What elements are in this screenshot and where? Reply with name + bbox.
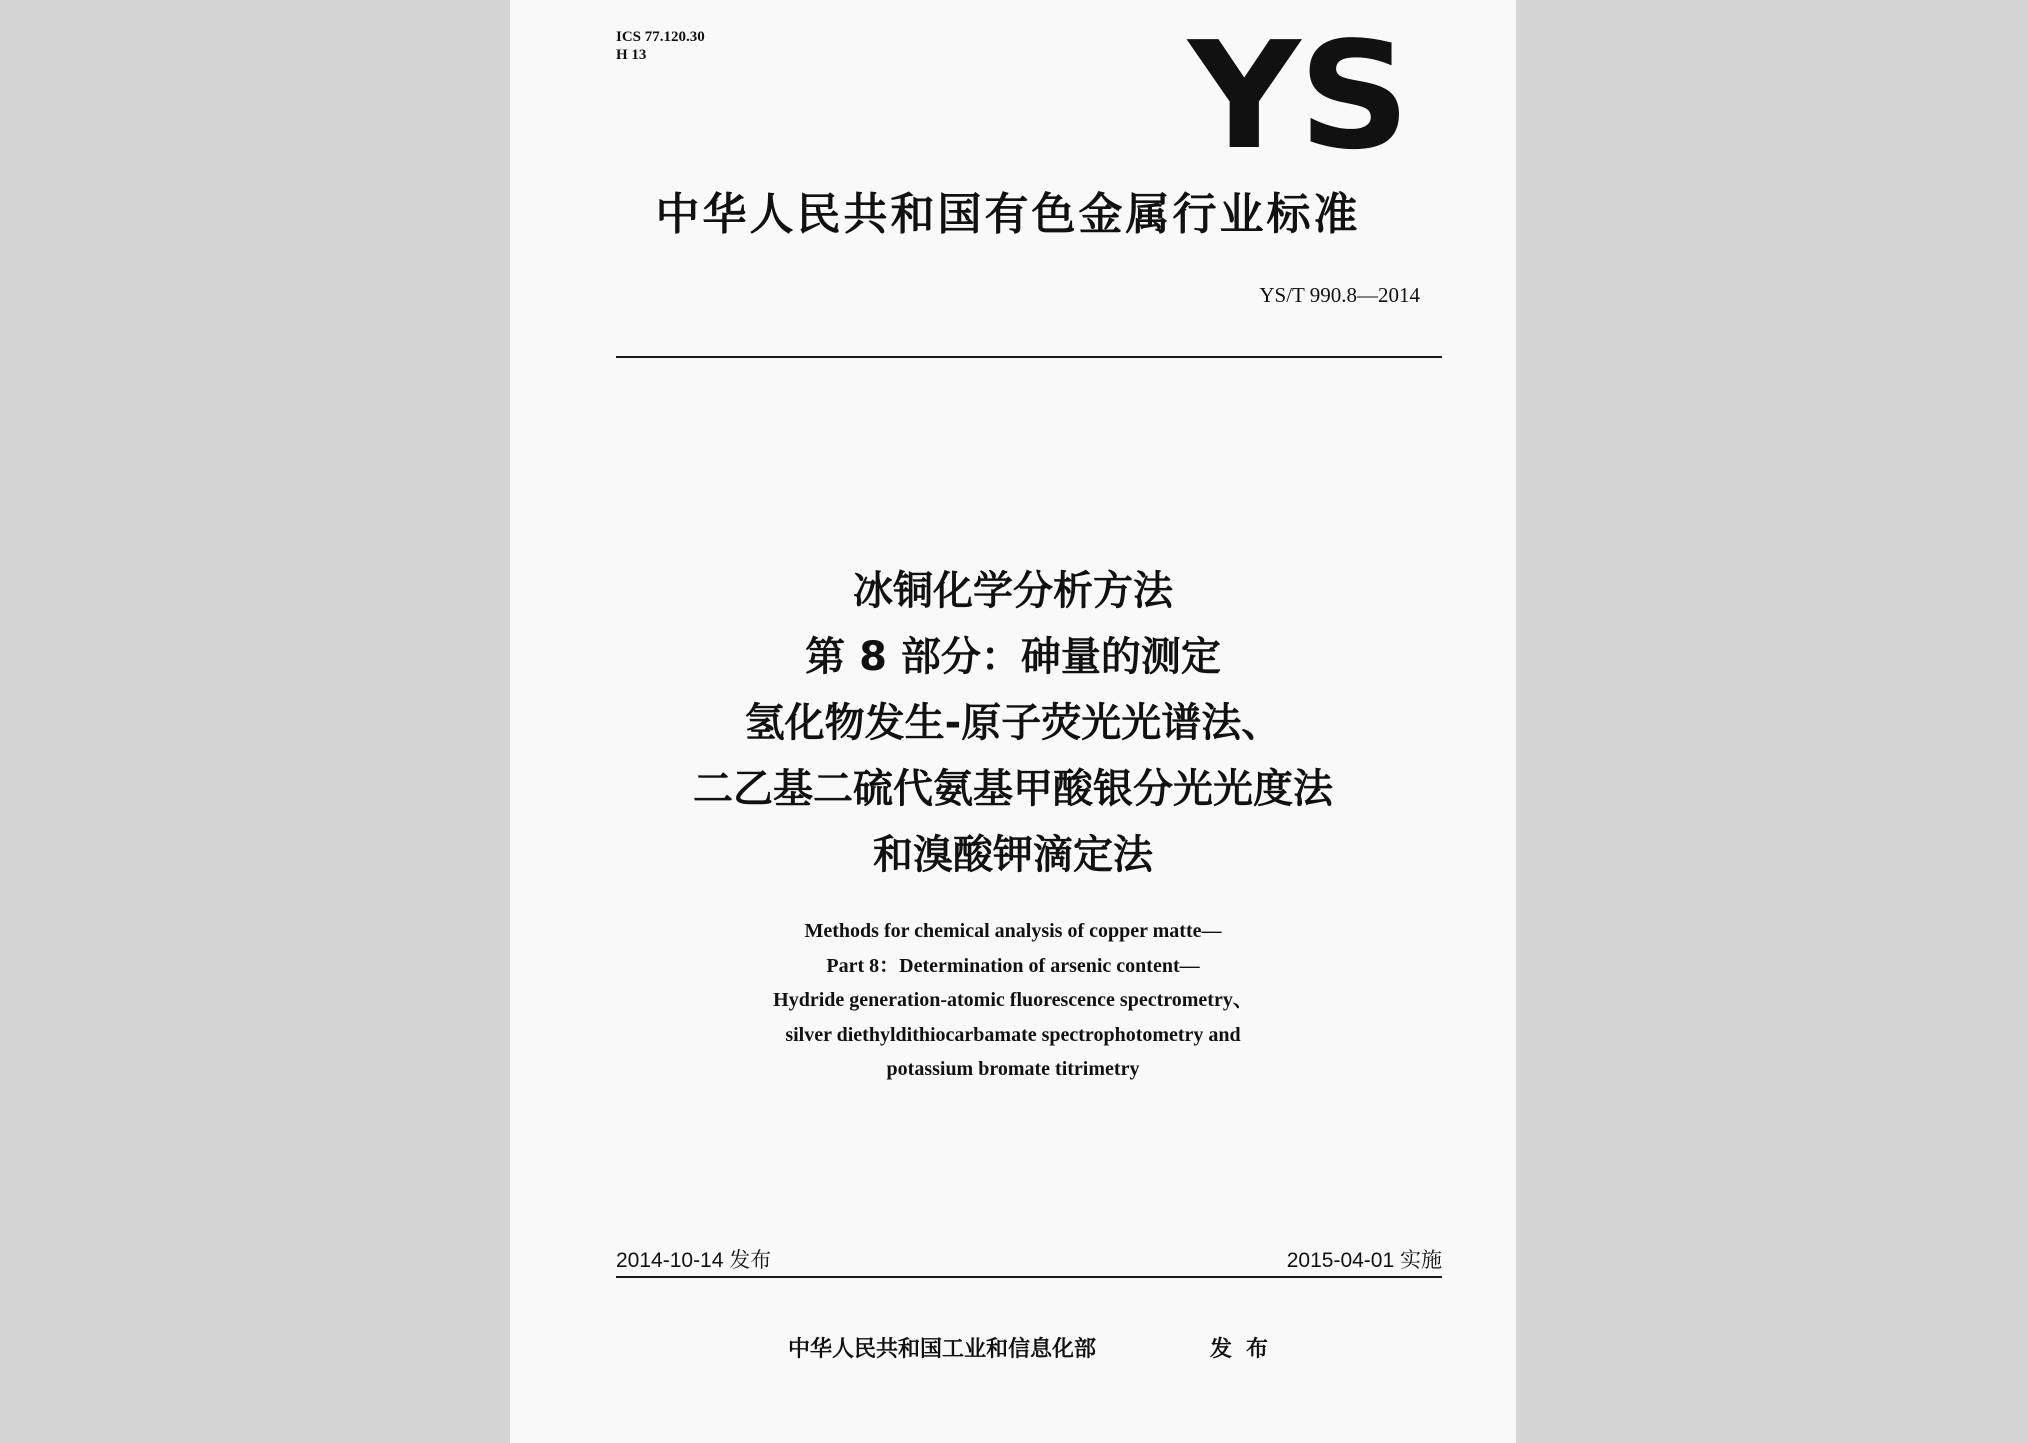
english-title-line: silver diethyldithiocarbamate spectrophotometry and [785,1023,1241,1046]
chinese-title-line: 第 8 部分：砷量的测定 [805,634,1221,680]
bottom-divider [616,1276,1442,1278]
publisher-name: 中华人民共和国工业和信息化部 [788,1337,1097,1362]
english-title-line: potassium bromate titrimetry [886,1058,1140,1080]
top-divider [616,356,1442,358]
english-title [510,914,1516,1087]
standard-category-title: 中华人民共和国有色金属行业标准 [655,189,1361,240]
english-title-line: Hydride generation-atomic fluorescence spectrometry、 [773,989,1253,1011]
publish-label: 发布 [1210,1337,1283,1362]
ics-code: ICS 77.120.30 [616,29,705,45]
english-title-line: Methods for chemical analysis of copper matte— [804,920,1222,942]
english-title-line: Part 8：Determination of arsenic content— [826,954,1200,977]
ccs-code: H 13 [616,47,647,63]
chinese-title-line: 二乙基二硫代氨基甲酸银分光光度法 [693,766,1333,812]
classification-codes [616,28,705,64]
chinese-title [510,558,1516,888]
issue-date: 2014-10-14 发布 [616,1249,772,1272]
chinese-title-line: 氢化物发生-原子荧光光谱法、 [744,700,1282,746]
chinese-title-line: 冰铜化学分析方法 [853,568,1173,614]
implementation-date: 2015-04-01 实施 [1286,1249,1442,1272]
chinese-title-line: 和溴酸钾滴定法 [873,832,1153,878]
ys-logo: YS [1188,10,1409,182]
standard-number: YS/T 990.8—2014 [1259,283,1420,307]
document-page [510,0,1516,1443]
